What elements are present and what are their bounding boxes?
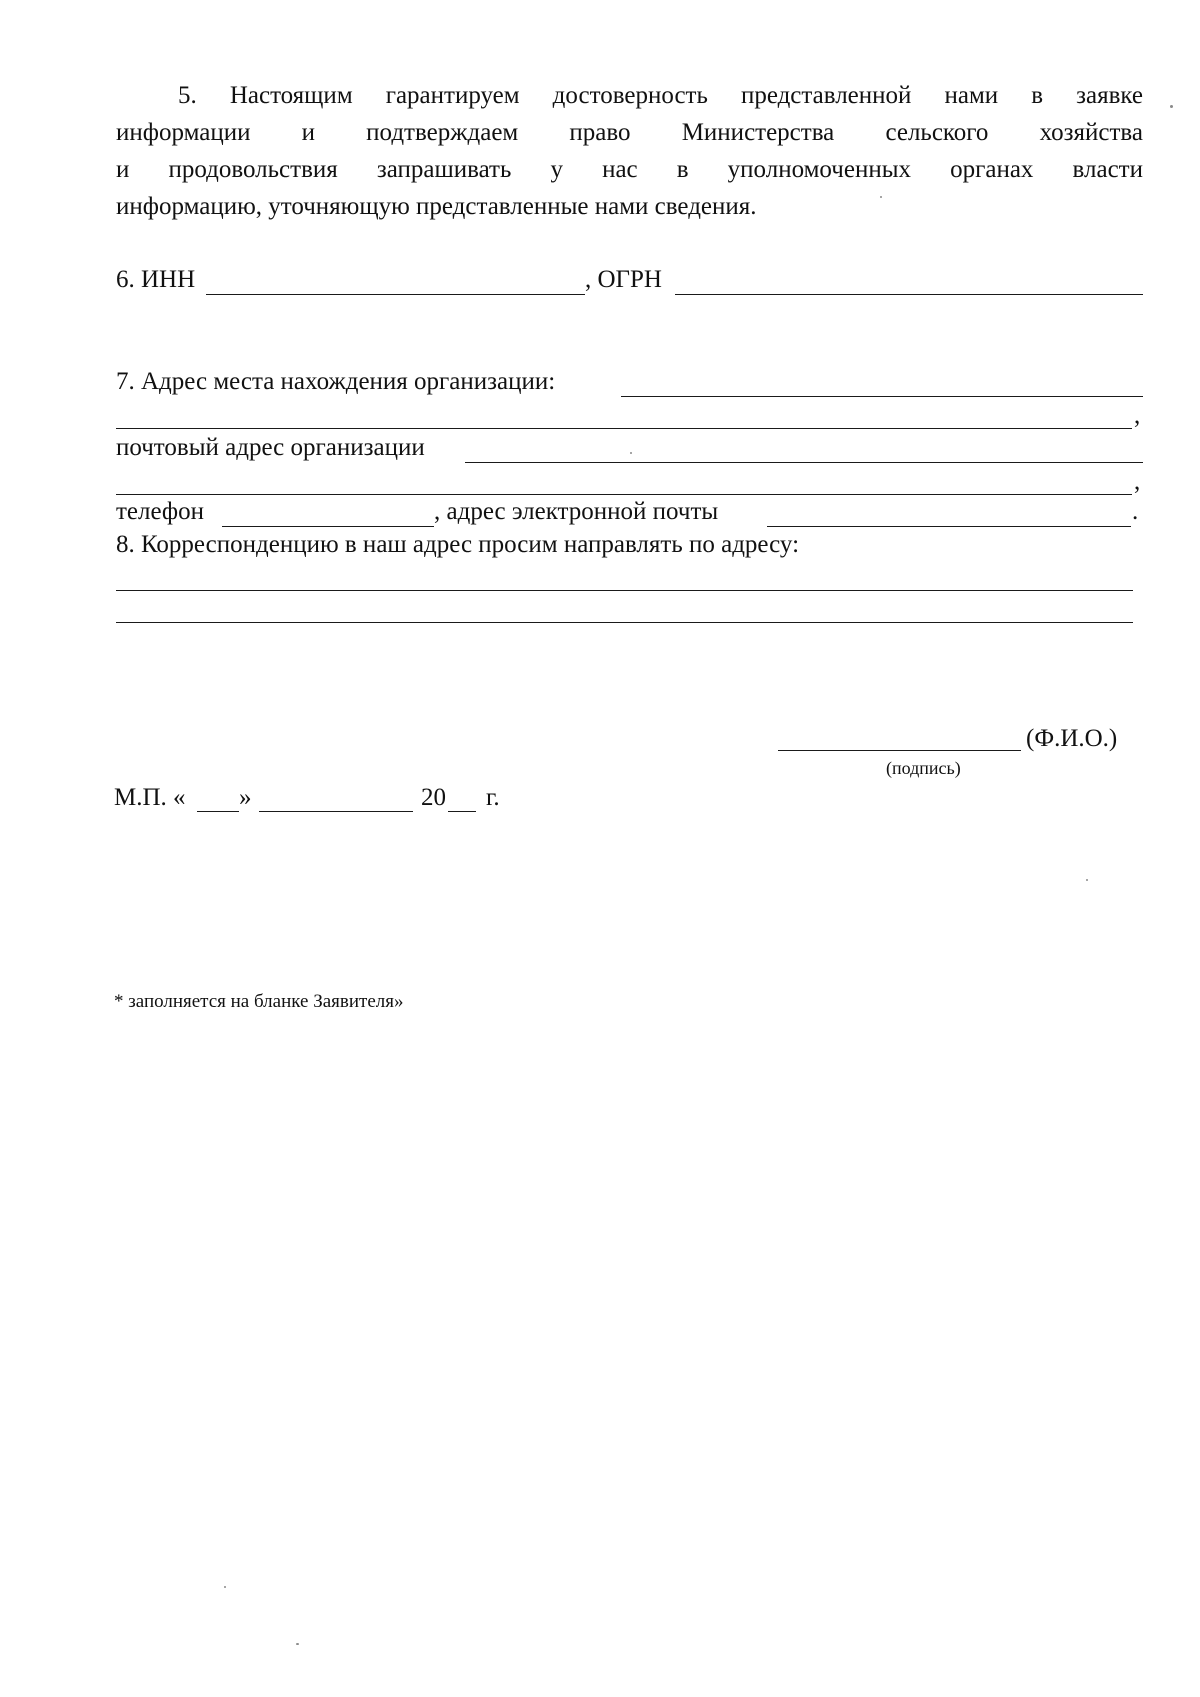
footnote: * заполняется на бланке Заявителя» [114,991,404,1012]
postal-comma: , [1134,468,1141,495]
inn-field[interactable] [206,294,585,295]
inn-label: 6. ИНН [116,266,196,293]
correspondence-field-1[interactable] [116,590,1133,591]
signature-field[interactable] [778,750,1021,751]
year-suffix: г. [486,784,500,811]
phone-label: телефон [116,498,204,525]
email-period: . [1132,498,1139,525]
address-field-2[interactable] [116,428,1132,429]
signature-caption: (подпись) [886,758,961,778]
section-5-line-1: 5. Настоящим гарантируем достоверность представленной нами в заявке [178,82,1143,109]
section-5-line-3: и продовольствия запрашивать у нас в уполномоченных органах власти [116,156,1143,183]
year-field[interactable] [448,811,476,812]
address-label: 7. Адрес места нахождения организации: [116,368,556,395]
year-prefix: 20 [421,784,446,811]
scan-speck [630,452,632,454]
scan-speck [880,196,882,198]
fio-label: (Ф.И.О.) [1026,725,1118,752]
email-label: , адрес электронной почты [434,498,719,525]
postal-address-field-1[interactable] [465,462,1143,463]
section-5-line-4: информацию, уточняющую представленные нами сведения. [116,193,757,220]
address-field-1[interactable] [621,396,1143,397]
scan-speck [1170,105,1173,108]
email-field[interactable] [767,526,1131,527]
address-comma: , [1134,402,1141,429]
ogrn-field[interactable] [675,294,1143,295]
date-close-quote: » [239,784,252,811]
month-field[interactable] [259,811,413,812]
correspondence-label: 8. Корреспонденцию в наш адрес просим направлять по адресу: [116,531,800,558]
mp-label: М.П. « [114,784,186,811]
scan-speck [224,1586,226,1588]
scan-speck [296,1643,299,1645]
correspondence-field-2[interactable] [116,622,1133,623]
section-5-line-2: информации и подтверждаем право Министерства сельского хозяйства [116,119,1143,146]
ogrn-label: , ОГРН [585,266,662,293]
scan-speck [1086,879,1088,881]
postal-address-label: почтовый адрес организации [116,434,425,461]
day-field[interactable] [197,811,239,812]
